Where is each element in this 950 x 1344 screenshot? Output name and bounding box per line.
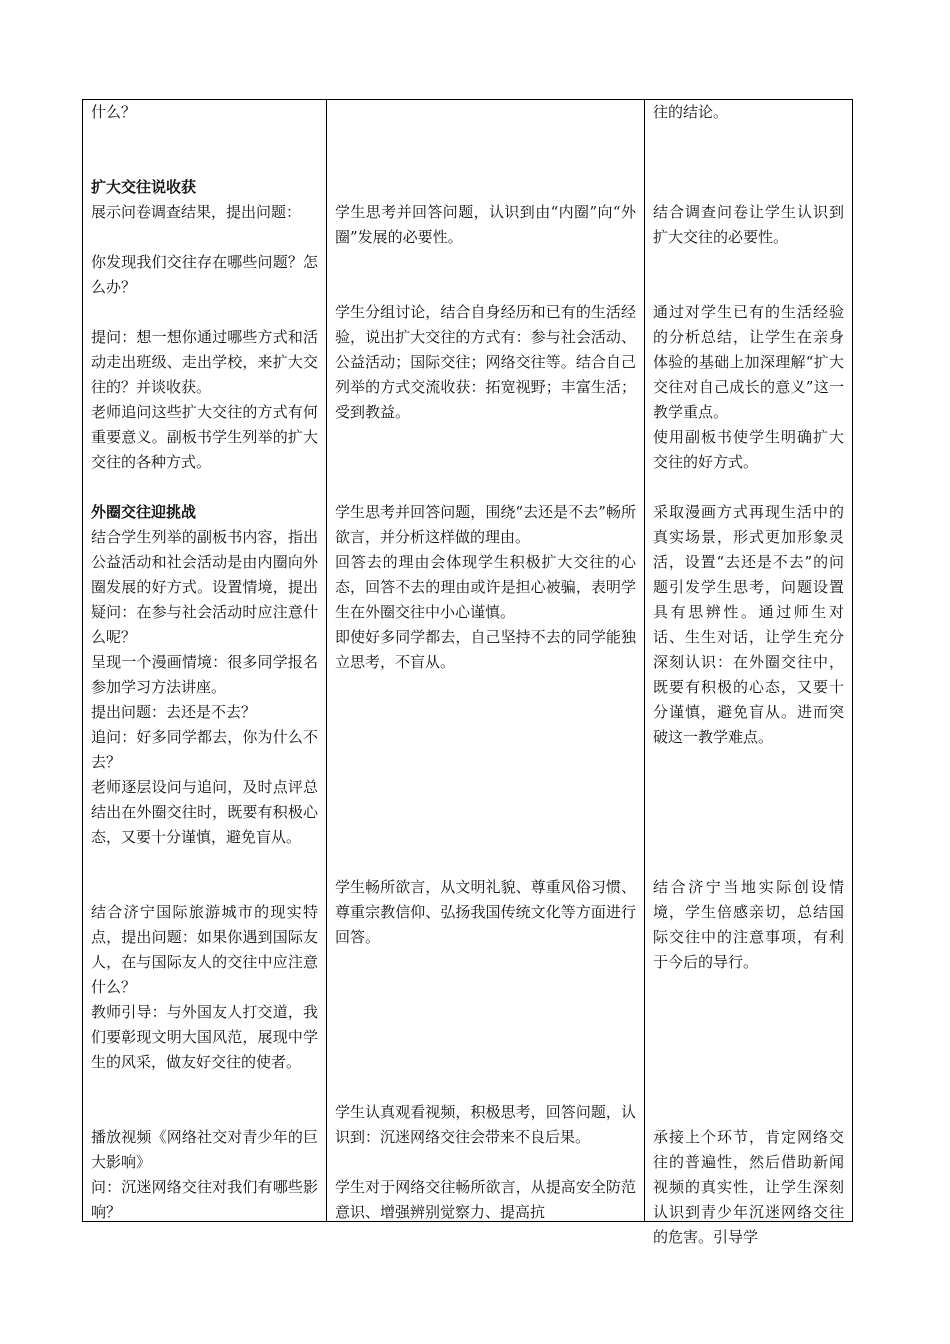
paragraph: 学生思考并回答问题，围绕“去还是不去”畅所欲言，并分析这样做的理由。 bbox=[335, 503, 636, 546]
paragraph: 承接上个环节，肯定网络交往的普遍性，然后借助新闻视频的真实性，让学生深刻认识到青少年沉迷网络交往的危害。引导学 bbox=[653, 1128, 844, 1246]
paragraph: 采取漫画方式再现生活中的真实场景，形式更加形象灵活，设置“去还是不去”的问题引发学生思考，问题设置具有思辨性。通过师生对话、生生对话，让学生充分深刻认识：在外圈交往中，既要有积极的心态，又要十分谨慎，避免盲从。进而突破这一教学难点。 bbox=[653, 503, 844, 746]
paragraph: 学生思考并回答问题，认识到由“内圈”向“外圈”发展的必要性。 bbox=[335, 203, 636, 246]
paragraph: 学生认真观看视频，积极思考，回答问题，认识到：沉迷网络交往会带来不良后果。 bbox=[335, 1103, 636, 1146]
paragraph: 播放视频《网络社交对青少年的巨大影响》 bbox=[91, 1128, 318, 1171]
paragraph: 往的结论。 bbox=[653, 103, 729, 121]
paragraph: 结合学生列举的副板书内容，指出公益活动和社会活动是由内圈向外圈发展的好方式。设置情境，提出疑问：在参与社会活动时应注意什么呢？ bbox=[91, 528, 318, 646]
paragraph: 学生分组讨论，结合自身经历和已有的生活经验，说出扩大交往的方式有：参与社会活动、公益活动；国际交往；网络交往等。结合自己列举的方式交流收获：拓宽视野；丰富生活；受到教益。 bbox=[335, 303, 636, 421]
paragraph: 什么？ bbox=[91, 103, 137, 121]
section-heading: 扩大交往说收获 bbox=[91, 178, 197, 196]
lesson-plan-table bbox=[82, 99, 853, 1246]
paragraph: 即使好多同学都去，自己坚持不去的同学能独立思考，不盲从。 bbox=[335, 628, 636, 671]
paragraph: 老师逐层设问与追问，及时点评总结出在外圈交往时，既要有积极心态，又要十分谨慎，避免盲从。 bbox=[91, 778, 318, 846]
paragraph: 结合济宁国际旅游城市的现实特点，提出问题：如果你遇到国际友人，在与国际友人的交往中应注意什么？ bbox=[91, 903, 318, 996]
paragraph: 结合调查问卷让学生认识到扩大交往的必要性。 bbox=[653, 203, 844, 246]
paragraph: 追问：好多同学都去，你为什么不去？ bbox=[91, 728, 318, 771]
paragraph: 通过对学生已有的生活经验的分析总结，让学生在亲身体验的基础上加深理解“扩大交往对自己成长的意义”这一教学重点。 bbox=[653, 303, 844, 421]
teacher-activity-cell bbox=[83, 100, 327, 1222]
paragraph: 问：沉迷网络交往对我们有哪些影响？ bbox=[91, 1178, 318, 1221]
table-row bbox=[83, 100, 853, 1222]
paragraph: 学生对于网络交往畅所欲言，从提高安全防范意识、增强辨别觉察力、提高抗 bbox=[335, 1178, 636, 1221]
student-activity-cell bbox=[327, 100, 645, 1222]
paragraph: 老师追问这些扩大交往的方式有何重要意义。副板书学生列举的扩大交往的各种方式。 bbox=[91, 403, 318, 471]
design-intent-cell bbox=[645, 100, 853, 1246]
paragraph: 展示问卷调查结果，提出问题： bbox=[91, 203, 302, 221]
paragraph: 提出问题：去还是不去？ bbox=[91, 703, 257, 721]
paragraph: 回答去的理由会体现学生积极扩大交往的心态，回答不去的理由或许是担心被骗，表明学生在外圈交往中小心谨慎。 bbox=[335, 553, 636, 621]
paragraph: 呈现一个漫画情境：很多同学报名参加学习方法讲座。 bbox=[91, 653, 318, 696]
paragraph: 学生畅所欲言，从文明礼貌、尊重风俗习惯、尊重宗教信仰、弘扬我国传统文化等方面进行回答。 bbox=[335, 878, 636, 946]
section-heading: 外圈交往迎挑战 bbox=[91, 503, 197, 521]
paragraph: 使用副板书使学生明确扩大交往的好方式。 bbox=[653, 428, 844, 471]
paragraph: 教师引导：与外国友人打交道，我们要彰现文明大国风范，展现中学生的风采，做友好交往的使者。 bbox=[91, 1003, 318, 1071]
paragraph: 提问：想一想你通过哪些方式和活动走出班级、走出学校，来扩大交往的？并谈收获。 bbox=[91, 328, 318, 396]
paragraph: 你发现我们交往存在哪些问题？怎么办？ bbox=[91, 253, 318, 296]
paragraph: 结合济宁当地实际创设情境，学生倍感亲切，总结国际交往中的注意事项，有利于今后的导行。 bbox=[653, 878, 844, 971]
